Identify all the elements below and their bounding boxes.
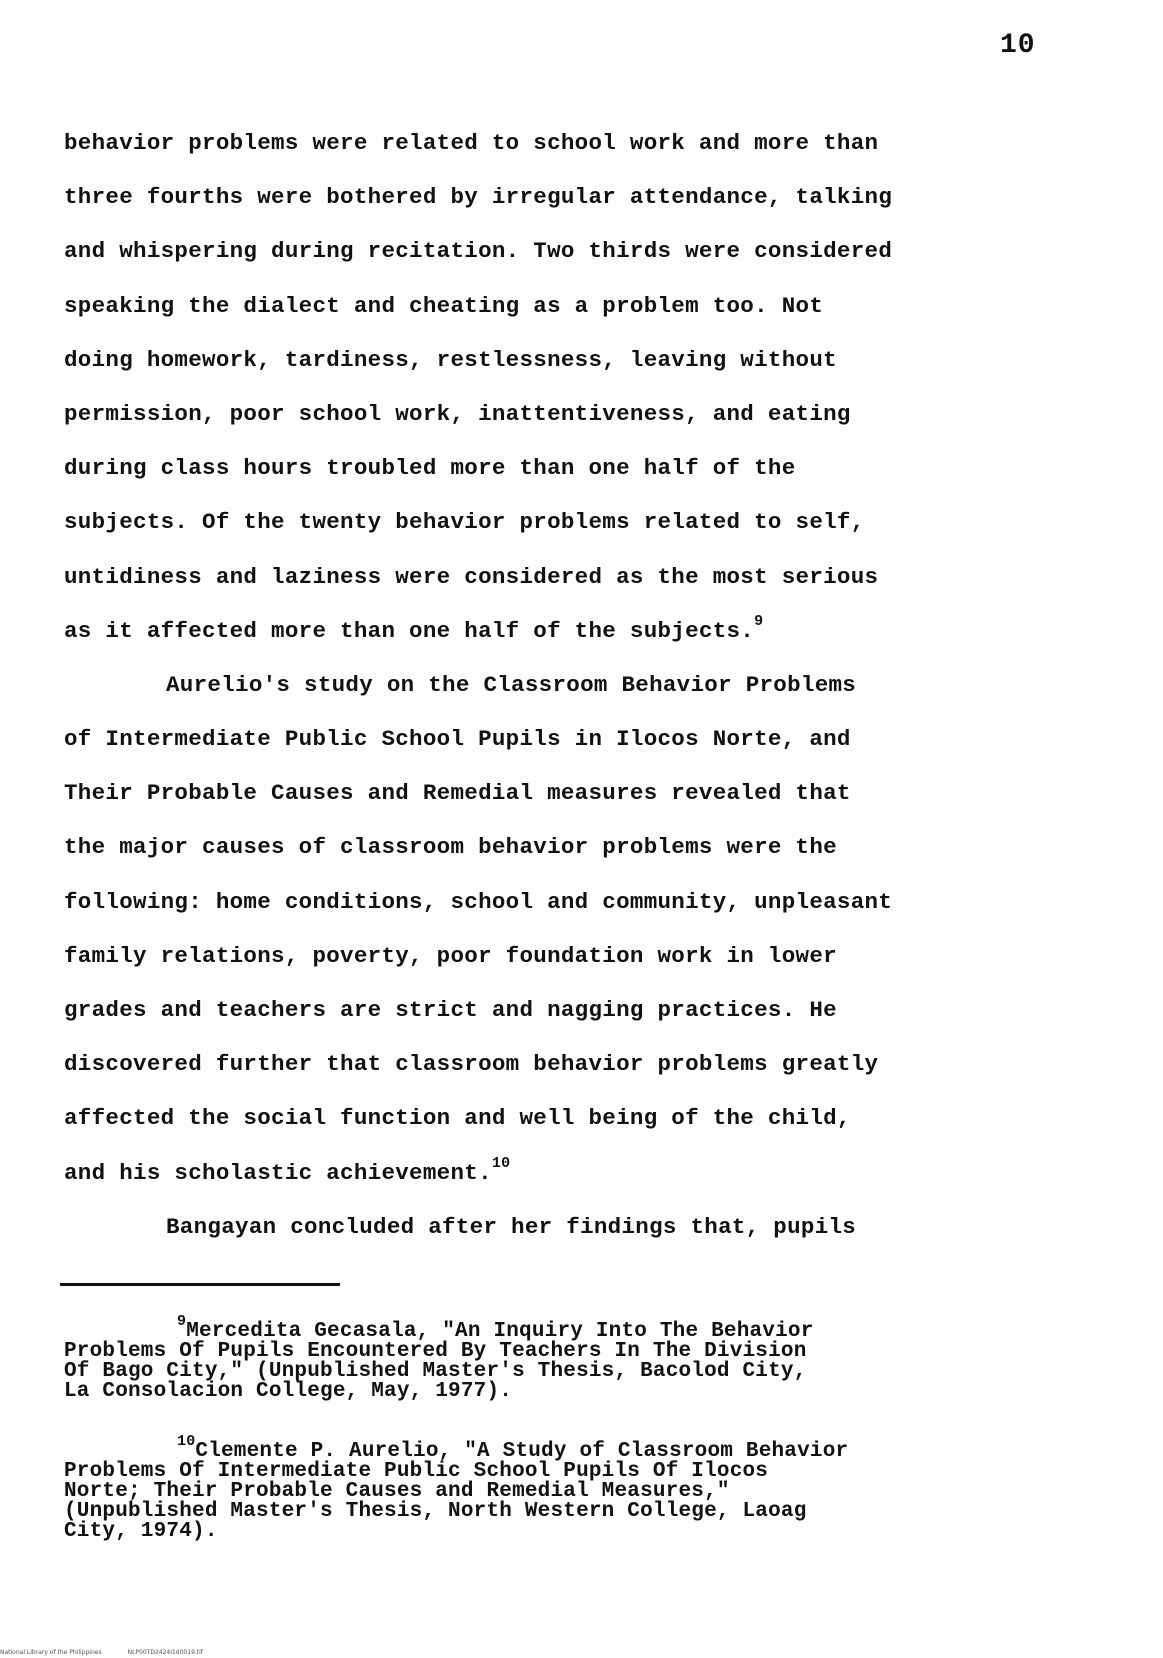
body-line: Bangayan concluded after her findings that, pupils <box>166 1213 857 1240</box>
body-line: behavior problems were related to school work and more than <box>64 130 879 156</box>
footnote-line: (Unpublished Master's Thesis, North Western College, Laoag <box>64 1500 807 1523</box>
body-line-text: and his scholastic achievement. <box>64 1159 492 1186</box>
body-line: the major causes of classroom behavior problems were the <box>64 834 837 861</box>
footnote-line: Of Bago City," (Unpublished Master's Thesis, Bacolod City, <box>64 1360 807 1383</box>
footnote-text: Clemente P. Aurelio, "A Study of Classroom Behavior <box>195 1440 849 1463</box>
body-line: and whispering during recitation. Two thirds were considered <box>64 238 893 265</box>
footnote-line <box>64 1313 1124 1343</box>
body-line: doing homework, tardiness, restlessness, leaving without <box>64 346 837 373</box>
footnote-number: 9 <box>177 1313 187 1330</box>
footnote-ref-10: 10 <box>491 1154 511 1172</box>
body-line: Aurelio's study on the Classroom Behavior Problems <box>166 671 857 698</box>
body-line: grades and teachers are strict and nagging practices. He <box>64 997 837 1023</box>
footnote-divider <box>60 1283 340 1286</box>
footnote-9 <box>64 1313 1124 1403</box>
body-line-text: as it affected more than one half of the subjects. <box>64 617 755 644</box>
body-text <box>64 116 1124 1254</box>
body-line: family relations, poverty, poor foundation work in lower <box>64 942 837 969</box>
body-line: of Intermediate Public School Pupils in Ilocos Norte, and <box>64 726 851 753</box>
body-line: following: home conditions, school and community, unpleasant <box>64 888 893 915</box>
body-line: speaking the dialect and cheating as a problem too. Not <box>64 292 824 319</box>
footnote-line: Norte; Their Probable Causes and Remedial Measures," <box>64 1480 730 1503</box>
scan-filename: NLP00TD2424I1d0019.tif <box>127 1649 203 1656</box>
footnote-line: La Consolacion College, May, 1977). <box>64 1380 513 1403</box>
footnote-line: Problems Of Pupils Encountered By Teachers In The Division <box>64 1340 807 1363</box>
library-name: National Library of the Philippines <box>0 1649 102 1656</box>
footnote-ref-9: 9 <box>754 612 764 630</box>
body-line: Their Probable Causes and Remedial measures revealed that <box>64 780 851 807</box>
body-line: untidiness and laziness were considered as the most serious <box>64 563 879 590</box>
body-line: discovered further that classroom behavior problems greatly <box>64 1051 879 1078</box>
body-line: subjects. Of the twenty behavior problems related to self, <box>64 509 865 536</box>
footnote-text: Mercedita Gecasala, "An Inquiry Into The Behavior <box>186 1320 814 1343</box>
footnote-10 <box>64 1433 1124 1543</box>
scan-margin-note <box>0 1649 203 1656</box>
body-line <box>64 1146 1124 1200</box>
footnote-line: City, 1974). <box>64 1520 218 1543</box>
body-line <box>64 604 1124 658</box>
footnote-line <box>64 1433 1124 1463</box>
footnote-line: Problems Of Intermediate Public School Pupils Of Ilocos <box>64 1460 769 1483</box>
page-number: 10 <box>1000 30 1036 61</box>
body-line: affected the social function and well being of the child, <box>64 1105 851 1132</box>
footnote-number: 10 <box>177 1433 196 1450</box>
body-line: permission, poor school work, inattentiveness, and eating <box>64 400 851 427</box>
body-line: three fourths were bothered by irregular attendance, talking <box>64 184 893 211</box>
body-line: during class hours troubled more than one half of the <box>64 455 796 482</box>
